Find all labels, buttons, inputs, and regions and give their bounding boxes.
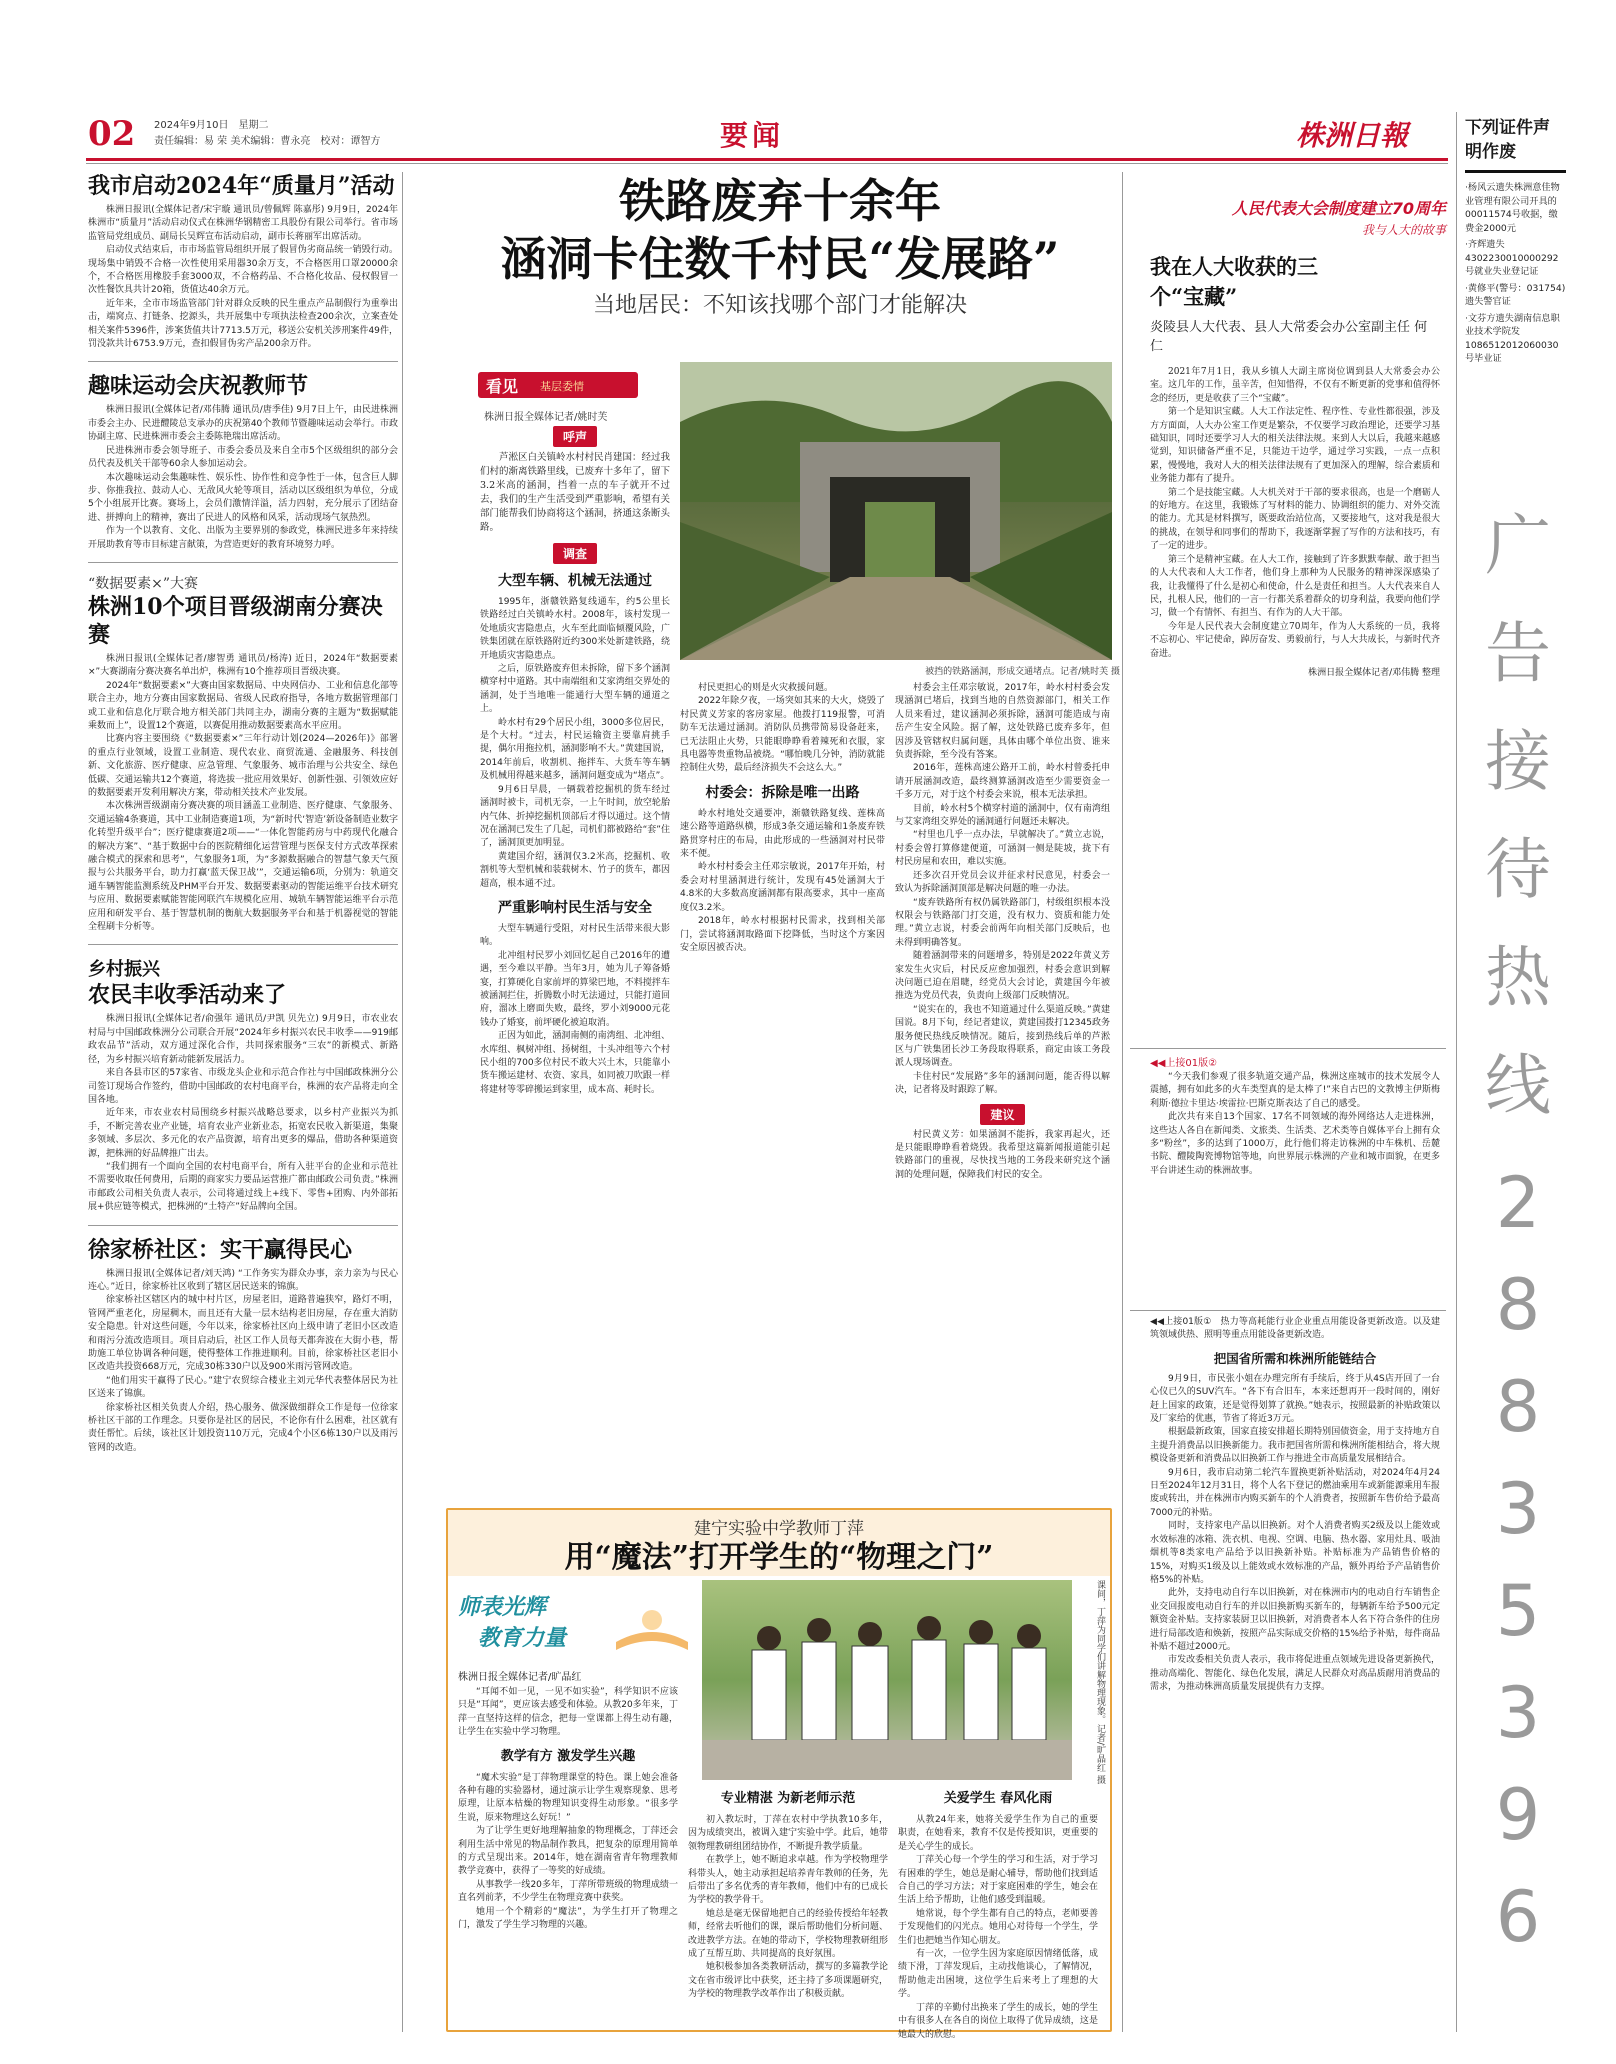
lead-column-2 bbox=[680, 682, 885, 1500]
paper-logo: 株洲日報 bbox=[1296, 119, 1409, 152]
ad-hotline-label: 广告接待热线 bbox=[1485, 507, 1551, 1124]
editor-credits: 责任编辑：易 荣 美术编辑：曹永亮 校对：谭智方 bbox=[154, 136, 381, 147]
ad-hotline-number: 28835396 bbox=[1495, 1162, 1541, 1958]
tag-voice: 呼声 bbox=[553, 426, 597, 447]
article-title: 趣味运动会庆祝教师节 bbox=[88, 373, 309, 400]
lead-byline: 株洲日报全媒体记者/姚时芙 bbox=[484, 412, 608, 423]
subhead: 教学有方 激发学生兴趣 bbox=[500, 1748, 636, 1764]
feature-banner: 人民代表大会制度建立70周年 我与人大的故事 bbox=[1231, 199, 1446, 237]
left-column bbox=[88, 172, 398, 2032]
tag-investigation: 调查 bbox=[553, 543, 597, 564]
tag-suggestion: 建议 bbox=[980, 1104, 1024, 1125]
lead-body: 岭水村地处交通要冲，渐赣铁路复线、莲株高速公路等道路纵横，形成3条交通运输和1条废弃铁路贯穿村庄的布局，由此形成的一些涵洞对村民带来不便。 岭水村村委会主任邓宗敏说，2017年开始，村委会对村里涵洞进行统计，发现有45处涵洞大于4.8米的大多数高度涵洞都有限高要求，其中一座高度仅3.2米。 2018年，岭水村根据村民需求，找到相关部门，尝试将涵洞取路面下挖降低，当时这个方案因安全原因被否决。 bbox=[680, 808, 885, 953]
article-body: 株洲日报讯(全媒体记者/刘天鸿) “工作务实为群众办事，亲力亲为与民心连心。”近日，徐家桥社区收到了辖区居民送来的锦旗。 徐家桥社区辖区内的城中村片区，房屋老旧，道路普遍狭窄，路灯不明，管网严重老化，房屋稠木，而且还有大量一层木结构老旧房屋，存在重大消防安全隐患。针对这些问题，今年以来，徐家桥社区向上级申请了老旧小区改造和雨污分流改造项目。项目启动后，社区工作人员每天都奔波在大街小巷，帮助施工单位协调各种问题，使得整体工作推进顺利。目前，徐家桥社区老旧小区改造共投资668万元，完成30栋330户以及900米雨污管网改造。 “他们用实干赢得了民心。”建宁农贸综合楼业主刘元华代表整体居民为社区送来了锦旗。 徐家桥社区相关负责人介绍，热心服务、做深做细群众工作是每一位徐家桥社区干部的工作理念。只要你是社区的居民，不论你有什么困难，社区就有责任帮忙。后续，该社区计划投资110万元，完成4个小区6栋130户以及雨污管网的改造。 bbox=[88, 1268, 398, 1453]
lead-body: 大型车辆通行受阻，对村民生活带来很大影响。 北冲组村民罗小刘回忆起自己2016年的遭遇，至今难以平静。当年3月，她为儿子筹备婚宴，打算硬化自家前坪的算梁巴地，不料搅拌车被涵洞拦住，折腾数小时无法通过，只能打道回府，溜冰上磨面失败，最终，罗小刘9000元花钱办了婚宴，前坪硬化被迫取消。 正因为如此，涵洞南侧的南湾组、北冲组、水库组、枫树冲组、扬树组，十头冲组等六个村民小组的700多位村民不敢大兴土木，只能靠小货车搬运建材、农资、家具，如同被刀吹跟一样将建材等零碎搬运到家里，成本高、耗时长。 bbox=[480, 923, 670, 1095]
teacher-column-3 bbox=[898, 1788, 1098, 2040]
notice-list bbox=[1457, 181, 1574, 366]
lead-title-line2: 涵洞卡住数千村民“发展路” bbox=[500, 232, 1060, 286]
article-body: “耳闻不如一见，一见不如实验”，科学知识不应该只是“耳闻”，更应该去感受和体验。从教20多年来，丁萍一直坚持这样的信念，把每一堂课都上得生动有趣，让学生在实验中学习物理。 bbox=[458, 1687, 678, 1738]
article-body: “魔术实验”是丁萍物理课堂的特色。课上她会准备各种有趣的实验器材，通过演示让学生观察现象、思考原理，让原本枯燥的物理知识变得生动形象。“很多学生说，原来物理这么好玩！” 为了让学生更好地理解抽象的物理概念，丁萍还会利用生活中常见的物品制作教具，把复杂的原理用简单的方式呈现出来。2014年，她在湖南省青年物理教师教学竞赛中，获得了一等奖的好成绩。 从事教学一线20多年，丁萍所带班级的物理成绩一直名列前茅，不少学生在物理竞赛中获奖。 她用一个个精彩的“魔法”，为学生打开了物理之门，激发了学生学习物理的兴趣。 bbox=[458, 1772, 678, 1931]
article-body: 9月9日，市民张小姐在办理完所有手续后，终于从4S店开回了一台心仪已久的SUV汽车。“各下有合旧车，本来还想再开一段时间的，刚好赶上国家的政策，还是觉得划算了就换。”她表示，按照最新的补贴政策以及厂家给的优惠，节省了将近3万元。 根据最新政策，国家直接安排超长期特别国债资金，用于支持地方自主提升消费品以旧换新能力。我市把国省所需和株洲所能相结合，将大规模设备更新和消费品以旧换新工作与推进全市高质量发展相结合。 9月6日，我市启动第二轮汽车置换更新补贴活动，对2024年4月24日至2024年12月31日，将个人名下登记的燃油乘用车或新能源乘用车报废或转出，并在株洲市内购买新车的个人消费者，按照新车售价给予最高7000元的补贴。 同时，支持家电产品以旧换新。对个人消费者购买2级及以上能效或水效标准的冰箱、洗衣机、电视、空调、电脑、热水器、家用灶具、吸油烟机等8类家电产品给予以旧换新补贴。补贴标准为产品销售价格的15%，对购买1级及以上能效或水效标准的产品，额外再给予产品销售价格5%的补贴。 此外，支持电动自行车以旧换新，对在株洲市内的电动自行车销售企业交回报废电动自行车的并以旧换新购买新车的，每辆新车给予500元定额资金补贴。支持家装厨卫以旧换新，对消费者本人名下符合条件的住房进行局部改造和焕新，按照产品实际成交价格的15%给予补贴，每件商品补贴不超过2000元。 市发改委相关负责人表示，我市将促进重点领域先进设备更新换代，推动高端化、智能化、绿色化发展，满足人民群众对高品质耐用消费品的需求，为推动株洲高质量发展提供有力支撑。 bbox=[1150, 1373, 1441, 1693]
jump-label: ◀◀上接01版② bbox=[1150, 1058, 1218, 1069]
section-name: 要闻 bbox=[720, 119, 785, 152]
article-body: 株洲日报讯(全媒体记者/宋宇璇 通讯员/曾佩辉 陈嘉彤) 9月9日，2024年株洲市“质量月”活动启动仪式在株洲华钢精密工具股份有限公司举行。省市场监管局党组成员、副局长吴辉宣布活动启动，副市长蒋丽军出席活动。 启动仪式结束后，市市场监管局组织开展了假冒伪劣商品统一销毁行动。现场集中销毁不合格一次性使用采用器30余万支，不合格医用口罩20000余个，不合格医用橡胶手套3000双，不合格药品、不合格化妆品、侵权假冒一次性餐饮具共计20箱，货值达40余万元。 近年来，全市市场监管部门针对群众反映的民生重点产品制假行为重拳出击，端窝点、打链条、挖源头，共开展集中专项执法检查200余次，立案查处相关案件5396件，涉案货值共计7713.5万元，移送公安机关涉刑案件49件，罚没款共计6753.9万元，查扣假冒伪劣产品200余万件。 bbox=[88, 205, 398, 350]
masthead bbox=[86, 112, 1446, 162]
lead-body: 村民更担心的则是火灾救援问题。 2022年除夕夜，一场突如其来的大火，烧毁了村民黄义芳家的客房家屋。他拨打119报警，可消防车无法通过涵洞。消防队员携带简易设备赶来，已无法阻止火势，只能眼睁睁看着辣死和衣服，家具电器等贵重物品被烧。“哪怕晚几分钟，消防就能控制住火势，最后经济损失不会这么大。” bbox=[680, 683, 885, 774]
subhead: 大型车辆、机械无法通过 bbox=[498, 573, 652, 589]
lead-column-1 bbox=[480, 424, 670, 1500]
continued-article-2 bbox=[1150, 1316, 1440, 2032]
notice-title: 下列证件声明作废 bbox=[1465, 116, 1566, 173]
article-body: 株洲日报讯(全媒体记者/廖智勇 通讯员/杨涛) 近日，2024年“数据要素×”大赛湖南分赛决赛名单出炉，株洲有10个推荐项目晋级决赛。 2024年“数据要素×”大赛由国家数据局、中央网信办、工业和信息化部等联合主办，地方分赛由国家数据局、省级人民政府指导，各地方数据管理部门或工业和信息化厅联合地方相关部门共同主办，湖南分赛的主题为“数据赋能 乘数而上”，设置12个赛道，以赛促用推动数据要素高水平应用。 比赛内容主要围绕《“数据要素×”三年行动计划(2024—2026年)》部署的重点行业领域，设置工业制造、现代农业、商贸流通、金融服务、科技创新、文化旅游、医疗健康、应急管理、气象服务、城市治理与公共安全、绿色低碳、交通运输共12个赛道，将选拔一批应用效果好、创新性强、引领效应好的数据要素开发利用解决方案，带动相关技术产业发展。 本次株洲晋级湖南分赛决赛的项目涵盖工业制造、医疗健康、气象服务、交通运输4条赛道，其中工业制造赛道1项，为“新时代‘智造’新设备制造业数字化转型升级平台”；医疗健康赛道2项——“一体化智能药房与中药现代化融合的解决方案”、“基于数据中台的医院精细化运营管理与医保支付方式改革探索融合模式的探索和思考”，气象服务1项，为“多源数据融合的智慧气象天气预报与公共服务平台，助力打赢‘蓝天保卫战’”，交通运输6项，分别为：轨道交通车辆智能监测系统及PHM平台开发、数据要素驱动的智能运维平台技术研究与应用、数据要素赋能智能网联汽车规模化应用、城轨车辆智能运维平台示范应用和研发平台、基于智慧机制的衡航大数据服务平台和基于机器视觉的智能全程刷卡分析等。 bbox=[88, 653, 398, 933]
continued-article-1 bbox=[1150, 1054, 1440, 1304]
lead-body: 村委会主任邓宗敏说，2017年，岭水村村委会发现涵洞已堵后，找到当地的自然资源部门，相关工作人员来看过，建议涵洞必须拆除，涵洞可能造成与南岳产生安全风险。据了解，这处铁路已废弃多年，但因涉及管辖权归属问题，具体由哪个单位出资、谁来负责拆除，至今没有答案。 2016年，莲株高速公路开工前，岭水村曾委托申请开展涵洞改造，最终测算涵洞改造至少需要资金一千多万元，对于这个村委会来说，根本无法承担。 目前，岭水村5个横穿村道的涵洞中，仅有南湾组与艾家湾组交界处的涵洞通行问题还未解决。 “村里也几乎一点办法，早就解决了。”黄立志说，村委会曾打算修建便道，可涵洞一侧是陡坡，拢下有村民房屋和农田，难以实施。 还多次召开党员会议并征求村民意见，村委会一致认为拆除涵洞顶部是解决问题的唯一办法。 “废弃铁路所有权仍属铁路部门，村级组织根本没权限会与铁路部门打交道，没有权力、资质和能力处理。”黄立志说，村委会前两年向相关部门反映后，也未得到明确答复。 随着涵洞带来的问题增多，特别是2022年黄义芳家发生火灾后，村民反应愈加强烈，村委会意识到解决问题已迫在眉睫，经党员大会讨论，黄建国今年被推选为党员代表，负责向上级部门反映情况。 “说实在的，我也不知道通过什么渠道反映。”黄建国说。8月下旬，经记者建议，黄建国拨打12345政务服务便民热线反映情况。随后，接到热线后单的芦淞区与广铁集团长沙工务段取得联系，商定由该工务段派人现场调查。 卡住村民“发展路”多年的涵洞问题，能否得以解决，记者将及时跟踪了解。 bbox=[895, 683, 1110, 1096]
issue-date: 2024年9月10日 星期二 bbox=[154, 120, 269, 131]
photo-caption: 被挡的铁路涵洞，形成交通堵点。记者/姚时芙 摄 bbox=[925, 667, 1120, 677]
notice-item: ·文芬方遗失湖南信息职业技术学院发1086512012060030号毕业证 bbox=[1465, 312, 1560, 364]
article-body: 株洲日报讯(全媒体记者/俞强年 通讯员/尹凯 贝先立) 9月9日，市农业农村局与中国邮政株洲分公司联合开展“2024年乡村振兴农民丰收季——919邮政农品节”活动，双方通过深化合作，共同探索服务“三农”的新模式、新路径，为乡村振兴培育新动能新发展活力。 来自各县市区的57家省、市级龙头企业和示范合作社与中国邮政株洲分公司签订现场合作签约，借助中国邮政的农村电商平台，株洲的农产品将走向全国各地。 近年来，市农业农村局围绕乡村振兴战略总要求，以乡村产业振兴为抓手，不断完善农业产业链，培育农业产业新业态，拓宽农民收入新渠道，集聚多领域、多层次、多元化的农产品资源，培育出更多的爆品，借助各种渠道资源，把株洲的好品牌推广出去。 “我们拥有一个面向全国的农村电商平台，所有入驻平台的企业和示范社不需要收取任何费用，后期的商家实力要品运营推广都由邮政公司负责。”株洲市邮政公司相关负责人表示，公司将通过线上+线下、零售+团购、内外部拓展+供应链等模式，把株洲的“土特产”好品牌向全国。 bbox=[88, 1014, 398, 1213]
page-number: 02 bbox=[88, 114, 136, 154]
subhead: 关爱学生 春风化雨 bbox=[943, 1791, 1053, 1806]
masthead-rule bbox=[86, 158, 1448, 161]
article-title: 我在人大收获的三个“宝藏” bbox=[1150, 254, 1318, 309]
article-author: 炎陵县人大代表、县人大常委会办公室副主任 何仁 bbox=[1150, 320, 1428, 354]
article-body: “今天我们参观了很多轨道交通产品，株洲这座城市的技术发展令人震撼，拥有如此多的火车类型真的是太棒了!”来自古巴的文教博主伊斯梅利斯·德拉卡里达·埃雷拉·巴斯克斯表达了自己的感受。 此次共有来自13个国家、17名不同领域的海外网络达人走进株洲，这些达人各自在新闻类、文旅类、生活类、艺术类等自媒体平台上拥有众多“粉丝”，多的达到了1000万，此行他们将走访株洲的中车株机、岳麓书院、醴陵陶瓷博物馆等地，向世界展示株洲的产业和城市面貌，在更多平台讲述生动的株洲故事。 bbox=[1150, 1072, 1440, 1176]
article-title: 我市启动2024年“质量月”活动 bbox=[88, 173, 395, 199]
article-body: 从教24年来，她将关爱学生作为自己的重要职责，在她看来，教育不仅是传授知识，更重要的是关心学生的成长。 丁萍关心每一个学生的学习和生活，对于学习有困难的学生，她总是耐心辅导，帮助他们找到适合自己的学习方法；对于家庭困难的学生，她会在生活上给予帮助，让他们感受到温暖。 她常说，每个学生都有自己的特点，老师要善于发现他们的闪光点。她用心对待每一个学生，学生们也把她当作知心朋友。 有一次，一位学生因为家庭原因情绪低落，成绩下滑，丁萍发现后，主动找他谈心，了解情况，帮助他走出困境，这位学生后来考上了理想的大学。 丁萍的辛勤付出换来了学生的成长，她的学生中有很多人在各自的岗位上取得了优异成绩，这是她最大的欣慰。 bbox=[898, 1815, 1098, 2040]
notice-item: ·黄修平(警号：031754)遗失警官证 bbox=[1465, 282, 1566, 307]
teacher-photo bbox=[702, 1580, 1072, 1780]
subhead: 专业精湛 为新老师示范 bbox=[720, 1791, 856, 1806]
teacher-header: 建宁实验中学教师丁萍 用“魔法”打开学生的“物理之门” bbox=[448, 1510, 1110, 1576]
lead-column-3 bbox=[895, 682, 1110, 1500]
teacher-photo-caption: 课间，丁萍为同学们讲解物理现象。记者/旷晶红 摄 bbox=[1095, 1580, 1105, 1784]
lead-title-line1: 铁路废弃十余年 bbox=[619, 174, 941, 228]
jump-label: ◀◀上接01版① 热力等高耗能行业企业重点用能设备更新改造。以及建筑领域供热、照明等重点用能设备更新改造。 bbox=[1150, 1317, 1440, 1341]
nrc-article bbox=[1150, 252, 1440, 1042]
teacher-column-2 bbox=[688, 1788, 888, 2030]
teacher-column-1 bbox=[458, 1686, 678, 2030]
subhead: 严重影响村民生活与安全 bbox=[498, 899, 652, 916]
subhead: 把国省所需和株洲所能链结合 bbox=[1213, 1350, 1377, 1366]
lead-headline bbox=[420, 172, 1140, 322]
article-title: 农民丰收季活动来了 bbox=[88, 982, 287, 1009]
notice-item: ·齐辉遗失4302230010000292号就业失业登记证 bbox=[1465, 239, 1559, 277]
article-body: 2021年7月1日，我从乡镇人大副主席岗位调到县人大常委会办公室。这几年的工作，虽辛苦，但知惜得，不仅有不断更新的党事和值得怀念的经历，更是收获了三个“宝藏”。 第一个是知识宝藏。人大工作法定性、程序性、专业性都很强，涉及方方面面，人大办公室工作更是繁杂，不仅要学习政治理论，还要学习基础知识，同时还要学习人大的相关法律法规。来到人大以后，我越来越感觉到，知识储备严重不足，只能边干边学，通过学习实践，一点一点积累，慢慢地，我对人大的相关法律法规有了更加深入的理解，综合素质和业务能力都有了提升。 第二个是技能宝藏。人大机关对于干部的要求很高，也是一个磨砺人的好地方。在这里，我锻炼了写材料的能力、协调组织的能力、对外交流的能力。尤其是材料撰写，既要政治站位高，又要接地气，这对我是很大的挑战，在领导和同事们的帮助下，我逐渐掌握了写作的方法和技巧，有了一定的进步。 第三个是精神宝藏。在人大工作，接触到了许多默默奉献、敢于担当的人大代表和人大工作者，他们身上那种为人民服务的精神深深感染了我，让我懂得了什么是初心和使命，什么是责任和担当。人大代表来自人民，扎根人民，他们的一言一行都关系着群众的切身利益，我要向他们学习，做一个有情怀、有担当、有作为的人大干部。 今年是人民代表大会制度建立70周年，作为人大系统的一员，我将不忘初心、牢记使命，踔厉奋发、勇毅前行，与人大共成长，与新时代齐奋进。 bbox=[1150, 367, 1440, 659]
book-illustration bbox=[612, 1602, 692, 1654]
article-title: 株洲10个项目晋级湖南分赛决赛 bbox=[88, 593, 383, 648]
lead-photo bbox=[680, 362, 1112, 660]
teacher-feature-box bbox=[446, 1508, 1112, 2040]
notice-item: ·杨风云遗失株洲意佳物业管理有限公司开具的00011574号收据，缴费金2000元 bbox=[1465, 182, 1560, 234]
article-body: 株洲日报讯(全媒体记者/邓伟腾 通讯员/唐季佳) 9月7日上午，由民进株洲市委会主办、民进醴陵总支承办的庆祝第40个教师节暨趣味运动会举行。市政协副主席、民进株洲市委会主委陈艳瑞出席活动。 民进株洲市委会领导班子、市委会委员及来自全市5个区级组织的部分会员代表及机关干部等60余人参加运动会。 本次趣味运动会集趣味性、娱乐性、协作性和竞争性于一体，包含巨人脚步、你推我拉、鼓动人心、无敌风火轮等项目，活动以区级组织为单位，分成5个小组展开比赛。赛场上，会员们激情洋溢，活力四射，充分展示了团结奋进、拼搏向上的精神，赛出了民进人的风格和风采，活动现场气氛热烈。 作为一个以教育、文化、出版为主要界别的参政党，株洲民进多年来持续开展助教育等市目标建言献策，为营造更好的教育环境努力呼。 bbox=[88, 405, 398, 550]
subhead: 村委会：拆除是唯一出路 bbox=[705, 784, 860, 801]
tunnel-illustration bbox=[680, 362, 1112, 660]
article-credit: 株洲日报全媒体记者/邓伟腾 整理 bbox=[1308, 667, 1440, 678]
teacher-badge: 师表光辉 教育力量 bbox=[458, 1594, 567, 1651]
lead-body: 1995年，浙赣铁路复线通车，约5公里长铁路经过白关镇岭水村。2008年，该村发现一处地质灾害隐患点，火车至此面临倾覆风险，广铁集团就在原铁路附近约300米处新建铁路，绕开地质灾害隐患点。 之后，原铁路废弃但未拆除，留下多个涵洞横穿村中道路。其中南端组和艾家湾组交界处的涵洞，处于当地唯一能通行大型车辆的通道之上。 岭水村有29个居民小组，3000多位居民，是个大村。“过去，村民运输资主要靠肩挑手提，偶尔用拖拉机，涵洞影响不大。”黄建国说，2014年前后，收割机、拖拌车、大货车等车辆及机械用得越来越多，涵洞问题变成为“堵点”。 9月6日早晨，一辆载着挖掘机的货车经过涵洞时被卡，司机无奈，一上午时间，放空轮胎内气体、折掉挖掘机顶部后才得以通过。这个情况在涵洞已发生了几起，司机们都被路给“套”住了，涵洞顶更加明显。 黄建国介绍，涵洞仅3.2米高，挖掘机、收割机等大型机械和装载树木、竹子的货车，都因超高，根本通不过。 bbox=[480, 597, 670, 889]
article-title: 徐家桥社区：实干赢得民心 bbox=[88, 1236, 353, 1263]
suggestion-quote: 村民黄义芳：如果涵洞不能拆，我家再起火，还是只能眼睁睁看着烧毁。我希望这篇新闻报道能引起铁路部门的重视，尽快找当地的工务段来研究这个涵洞的处理问题，保障我们村民的安全。 bbox=[895, 1129, 1110, 1180]
column-logo: 看见 基层委情 bbox=[478, 372, 638, 398]
voice-quote: 芦淞区白关镇岭水村村民肖建国：经过我们村的渐离铁路里线，已废弃十多年了，留下3.2米高的涵洞，挡着一点的车子就开不过去，我们的生产生活受到严重影响，希望有关部门能帮我们协商将这个涵洞，挤通这条断头路。 bbox=[480, 452, 671, 533]
lead-subtitle: 当地居民：不知该找哪个部门才能解决 bbox=[592, 293, 967, 318]
notice-sidebar bbox=[1456, 112, 1574, 2032]
teacher-byline: 株洲日报全媒体记者/旷晶红 bbox=[458, 1672, 582, 1683]
article-body: 初入教坛时，丁萍在农村中学执教10多年，因为成绩突出，被调入建宁实验中学。此后，她带领物理教研组团结协作，不断提升教学质量。 在教学上，她不断追求卓越。作为学校物理学科带头人，她主动承担起培养青年教师的任务，先后带出了多名优秀的青年教师，他们中有的已成长为学校的教学骨干。 她总是毫无保留地把自己的经验传授给年轻教师，经常去听他们的课，课后帮助他们分析问题、改进教学方法。在她的带动下，学校物理教研组形成了互帮互助、共同提高的良好氛围。 她积极参加各类教研活动，撰写的多篇教学论文在省市级评比中获奖，还主持了多项课题研究，为学校的物理教学改革作出了积极贡献。 bbox=[688, 1815, 888, 2000]
article-kicker: 乡村振兴 bbox=[88, 959, 160, 981]
article-kicker: “数据要素×”大赛 bbox=[88, 575, 199, 592]
